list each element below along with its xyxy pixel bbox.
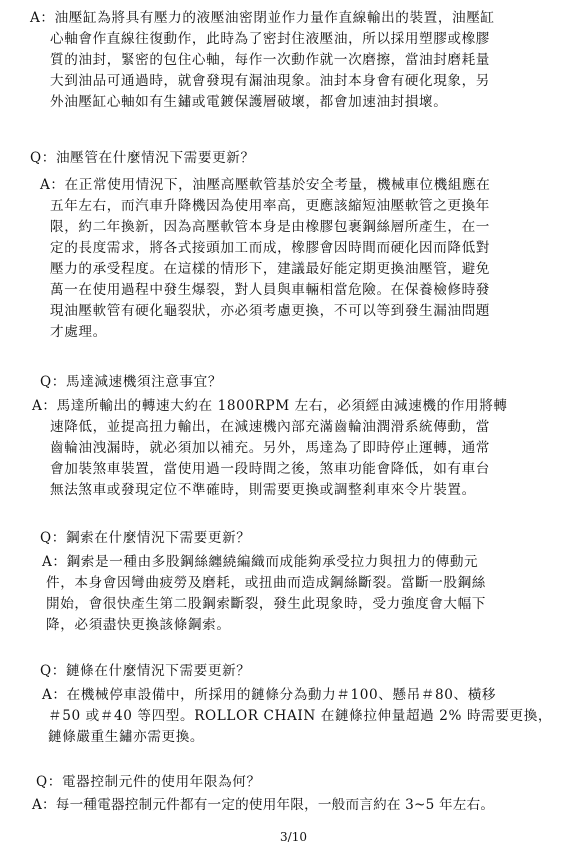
text-line: 速降低，並提高扭力輸出，在減速機內部充滿齒輪油潤滑系統傳動，當 bbox=[50, 419, 491, 435]
text-line: 大到油品可通過時，就會發現有漏油現象。油封本身會有硬化現象，另 bbox=[50, 73, 491, 89]
text-line: A：油壓缸為將具有壓力的液壓油密閉並作力量作直線輸出的裝置，油壓缸 bbox=[30, 10, 495, 26]
text-line: ＃50 或＃40 等四型。ROLLOR CHAIN 在鏈條拉伸量超過 2% 時需要更換， bbox=[48, 708, 553, 724]
question-text: Q：馬達減速機須注意事宜？ bbox=[40, 374, 223, 390]
text-line: 外油壓缸心軸如有生鏽或電鍍保護層破壞，都會加速油封損壞。 bbox=[50, 94, 448, 110]
text-line: A：在機械停車設備中，所採用的鏈條分為動力＃100、懸吊＃80、橫移 bbox=[42, 687, 497, 703]
text-line: 無法煞車或發現定位不準確時，則需要更換或調整剎車來令片裝置。 bbox=[50, 482, 476, 498]
text-line: 才處理。 bbox=[50, 324, 107, 340]
text-line: 齒輪油洩漏時，就必須加以補充。另外，馬達為了即時停止運轉，通常 bbox=[50, 440, 491, 456]
text-line: A：馬達所輸出的轉速大約在 1800RPM 左右，必須經由減速機的作用將轉 bbox=[32, 398, 508, 414]
text-line: 壓力的承受程度。在這樣的情形下，建議最好能定期更換油壓管，避免 bbox=[50, 261, 491, 277]
text-line: 開始，會很快產生第二股鋼索斷裂，發生此現象時，受力強度會大幅下 bbox=[46, 596, 487, 612]
text-line: A：在正常使用情況下，油壓高壓軟管基於安全考量，機械車位機組應在 bbox=[40, 177, 491, 193]
text-line: 五年左右，而汽車升降機因為使用率高，更應該縮短油壓軟管之更換年 bbox=[50, 198, 491, 214]
text-line: 會加裝煞車裝置，當使用過一段時間之後，煞車功能會降低，如有車台 bbox=[50, 461, 491, 477]
text-line: 現油壓軟管有硬化龜裂狀，亦必須考慮更換，不可以等到發生漏油問題 bbox=[50, 303, 491, 319]
text-line: 質的油封，緊密的包住心軸，每作一次動作就一次磨擦，當油封磨耗量 bbox=[50, 52, 491, 68]
text-line: 心軸會作直線往復動作，此時為了密封住液壓油，所以採用塑膠或橡膠 bbox=[50, 31, 491, 47]
text-line: 件，本身會因彎曲疲勞及磨耗，或扭曲而造成鋼絲斷裂。當斷一股鋼絲 bbox=[46, 575, 487, 591]
text-line: 定的長度需求，將各式接頭加工而成，橡膠會因時間而硬化因而降低對 bbox=[50, 240, 491, 256]
text-line: 萬一在使用過程中發生爆裂，對人員與車輛相當危險。在保養檢修時發 bbox=[50, 282, 491, 298]
question-text: Q：鋼索在什麼情況下需要更新？ bbox=[40, 530, 251, 546]
text-line: 鏈條嚴重生鏽亦需更換。 bbox=[48, 729, 205, 745]
text-line: A：鋼索是一種由多股鋼絲纏繞編織而成能夠承受拉力與扭力的傳動元 bbox=[42, 554, 479, 570]
question-text: Q：電器控制元件的使用年限為何？ bbox=[36, 774, 261, 790]
text-line: 降，必須盡快更換該條鋼索。 bbox=[46, 617, 231, 633]
question-text: Q：鏈條在什麼情況下需要更新？ bbox=[40, 663, 251, 679]
page-number: 3/10 bbox=[280, 830, 307, 844]
text-line: 限，約二年換新，因為高壓軟管本身是由橡膠包裹鋼絲層所產生，在一 bbox=[50, 219, 491, 235]
text-line: A：每一種電器控制元件都有一定的使用年限，一般而言約在 3~5 年左右。 bbox=[32, 797, 495, 813]
question-text: Q：油壓管在什麼情況下需要更新？ bbox=[30, 150, 255, 166]
